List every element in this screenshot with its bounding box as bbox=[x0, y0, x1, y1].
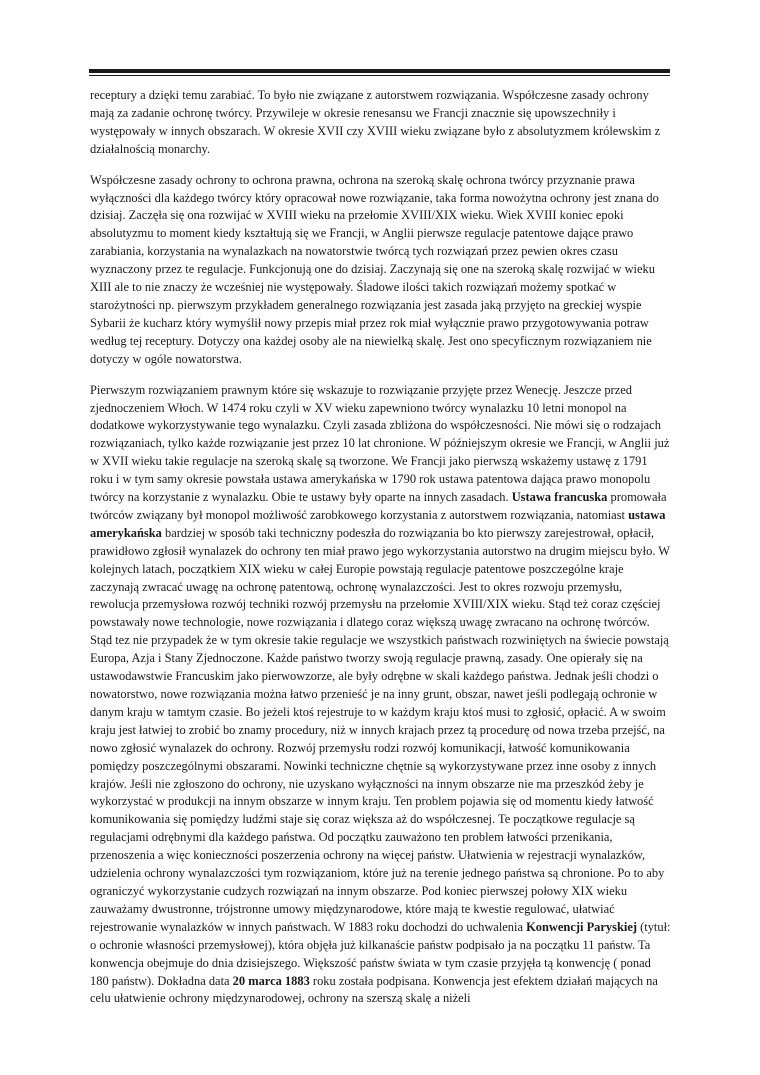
header-rule-thin bbox=[89, 75, 670, 76]
header-rule-thick bbox=[89, 69, 670, 73]
paragraph-text: (tytuł: o ochronie własności przemysłowej), która objęła już kilkanaście państw podpisało ja na początku 11 państw. Ta konwencja obejmuje do dnia dzisiejszego. Większość państw świata w tym czasie przyjęła tą konwencję ( ponad 180 państw). Dokładna data bbox=[90, 919, 671, 988]
paragraph-1 bbox=[90, 87, 671, 159]
paragraph-3 bbox=[90, 382, 671, 1009]
paragraph-2 bbox=[90, 172, 671, 369]
bold-term-konwencja-paryska: Konwencji Paryskiej bbox=[526, 919, 637, 934]
paragraph-text: Pierwszym rozwiązaniem prawnym które się wskazuje to rozwiązanie przyjęte przez Wenecję. Jeszcze przed zjednoczeniem Włoch. W 1474 roku czyli w XV wieku zapewniono twórcy wynalazku 10 letni monopol na dodatkowe wykorzystywanie tego wynalazku. Czyli zasada zbliżona do współczesności. Nie mówi się o rodzajach rozwiązaniach, tylko każde rozwiązanie jest przez 10 lat chronione. W późniejszym okresie we Francji, w Anglii już w XVII wieku takie regulacje na szeroką skalę są tworzone. We Francji jako pierwszą wskażemy ustawę z 1791 roku i w tym samy okresie powstała ustawa amerykańska w 1790 rok ustawa patentowa dająca prawo monopolu twórcy na korzystanie z wynalazku. Obie te ustawy były oparte na innych zasadach. bbox=[90, 382, 670, 505]
paragraph-text: promowała twórców związany był monopol możliwość zarobkowego korzystania z autorstwem rozwiązania, natomiast bbox=[90, 490, 667, 522]
bold-term-ustawa-francuska: Ustawa francuska bbox=[511, 490, 608, 505]
paragraph-text: bardziej w sposób taki techniczny podeszła do rozwiązania bo kto pierwszy zarejestrował, opłacił, prawidłowo zgłosił wynalazek do ochrony ten miał prawo jego wykorzystania autorstwo na drugim miejscu było. W kolejnych latach, początkiem XIX wieku w całej Europie powstają regulacje patentowe poszczególne kraje zaczynają zwracać uwagę na ochronę patentową, ochronę wynalazczości. Jest to okres rozwoju przemysłu, rewolucja przemysłowa rozwój techniki rozwój przemysłu na przełomie XVIII/XIX wieku. Stąd też coraz częściej powstawały nowe technologie, nowe rozwiązania i dlatego coraz większą uwagę zwracano na ochronę twórców. Stąd tez nie przypadek że w tym okresie takie regulacje we wszystkich państwach rozwiniętych na świecie powstają Europa, Azja i Stany Zjednoczone. Każde państwo tworzy swoją regulacje prawną, zasady. One opierały się na ustawodawstwie Francuskim jako pierwowzorze, ale były odrębne w skali każdego państwa. Jednak jeśli chodzi o nowatorstwo, nowe rozwiązania można łatwo przenieść je na inny grunt, obszar, nawet jeśli podlegają ochronie w danym kraju w tamtym czasie. Bo jeżeli ktoś rejestruje to w każdym kraju ktoś musi to zgłosić, opłacić. A w swoim kraju jest łatwiej to zrobić bo znamy procedury, niż w innych krajach przez tą procedurę od nowa trzeba przejść, na nowo zgłosić wynalazek do ochrony. Rozwój przemysłu rodzi rozwój komunikacji, łatwość komunikowania pomiędzy poszczególnymi obszarami. Nowinki techniczne chętnie są wykorzystywane przez inne osoby z innych krajów. Jeśli nie zgłoszono do ochrony, nie uzyskano wyłączności na innym obszarze nie ma przeszkód żeby je wykorzystać w produkcji na innym obszarze w innym kraju. Ten problem pojawia się od momentu kiedy łatwość komunikowania się pomiędzy ludźmi staje się coraz większa aż do współczesnej. Te początkowe regulacje są regulacjami odrębnymi dla każdego państwa. Od początku zauważono ten problem łatwości przenikania, przenoszenia a więc konieczności poszerzenia ochrony na więcej państw. Ułatwienia w rejestracji wynalazków, udzielenia ochrony wynalazczości tym rozwiązaniom, które już na terenie jednego państwa są chronione. Po to aby ograniczyć wykorzystanie cudzych rozwiązań na innym obszarze. Pod koniec pierwszej połowy XIX wieku zauważamy dwustronne, trójstronne umowy międzynarodowe, które mają te kwestie regulować, ułatwiać rejestrowanie wynalazków w innych państwach. W 1883 roku dochodzi do uchwalenia bbox=[90, 525, 670, 934]
bold-date: 20 marca 1883 bbox=[232, 973, 310, 988]
paragraph-text: roku została podpisana. Konwencja jest efektem działań mających na celu ułatwienie ochrony międzynarodowej, ochrony na szerszą skalę a niżeli bbox=[90, 973, 658, 1006]
paragraph-text: receptury a dzięki temu zarabiać. To było nie związane z autorstwem rozwiązania. Współczesne zasady ochrony mają za zadanie ochronę twórcy. Przywileje w okresie renesansu we Francji znacznie się upowszechniły i występowały w innych obszarach. W okresie XVII czy XVIII wieku związane było z absolutyzmem królewskim z działalnością monarchy. bbox=[90, 88, 661, 156]
paragraph-text: Współczesne zasady ochrony to ochrona prawna, ochrona na szeroką skalę ochrona twórcy przyznanie prawa wyłączności dla każdego twórcy który opracował nowe rozwiązanie, taka forma nowożytna ochrony jest znana do dzisiaj. Zaczęła się ona rozwijać w XVIII wieku na przełomie XVIII/XIX wieku. Wiek XVIII koniec epoki absolutyzmu to moment kiedy kształtują się we Francji, w Anglii pierwsze regulacje patentowe dające prawo zarabiania, korzystania na wynalazkach na nowatorstwie twórcą tych rozwiązań przez pewien okres czasu wyznaczony przez te regulacje. Funkcjonują one do dzisiaj. Zaczynają się one na szeroką skalę rozwijać w wieku XIII ale to nie znaczy że wcześniej nie występowały. Śladowe ilości takich rozwiązań możemy spotkać w starożytności np. pierwszym przykładem generalnego rozwiązania jest zasada jaką przyjęto na greckiej wyspie Sybarii że kucharz który wymyślił nowy przepis miał przez rok miał wyłącznie prawo przygotowywania potraw według tej receptury. Dotyczy ona każdej osoby ale na niewielką skalę. Jest ono specyficznym rozwiązaniem nie dotyczy w ogóle nowatorstwa. bbox=[90, 172, 659, 366]
document-body bbox=[90, 87, 671, 1021]
bold-term-ustawa-amerykanska: ustawa amerykańska bbox=[90, 507, 666, 540]
